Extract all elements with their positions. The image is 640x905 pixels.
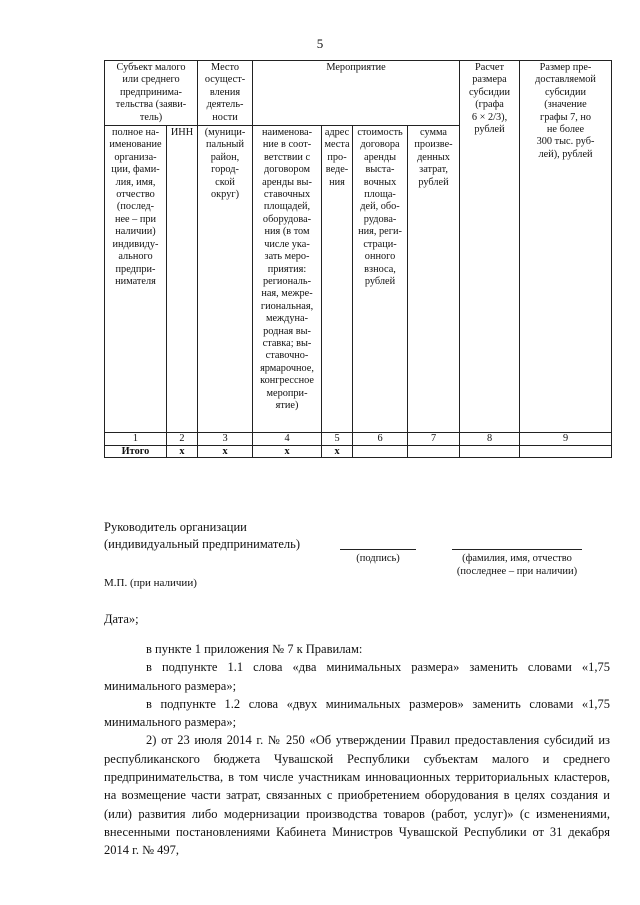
- header-full-name: полное на- именование организа- ции, фами- лия, имя, отчество (послед- нее – при наличии) индивиду- ального предпри- нимателя: [105, 126, 167, 433]
- total-cell: x: [167, 446, 198, 458]
- header-cost: стоимость договора аренды выста- вочных площа- дей, обо- рудова- ния, реги- страци- онного взноса, рублей: [353, 126, 408, 433]
- signatory-title-line1: Руководитель организации: [104, 520, 247, 534]
- paragraph: 2) от 23 июля 2014 г. № 250 «Об утверждении Правил предоставления субсидий из республиканского бюджета Чувашской Республики субъектам малого и среднего предпринимательства, в том числе участникам инновационных территориальных кластеров, на возмещение части затрат, связанных с приобретением оборудования в целях создания и (или) развития либо модернизации производства товаров (работ, услуг)» (с изменениями, внесенными постановлениями Кабинета Министров Чувашской Республики от 31 декабря 2014 г. № 497,: [104, 733, 610, 858]
- total-cell: [353, 446, 408, 458]
- col-num: 6: [353, 433, 408, 446]
- date-label: Дата»;: [104, 612, 139, 626]
- col-num: 9: [520, 433, 612, 446]
- col-num: 7: [408, 433, 460, 446]
- paragraph: в подпункте 1.2 слова «двух минимальных размеров» заменить словами «1,75 минимального размера»;: [104, 696, 610, 730]
- signature-caption: (подпись): [356, 553, 400, 564]
- total-row: [105, 446, 612, 458]
- amendment-text: [104, 640, 610, 860]
- signatory-title-line2: (индивидуальный предприниматель): [104, 537, 300, 551]
- signature-line: [340, 549, 416, 550]
- stamp-place: М.П. (при наличии): [104, 577, 197, 589]
- header-calc: Расчет размера субсидии (графа 6 × 2/3), рублей: [460, 61, 520, 433]
- col-num: 4: [253, 433, 322, 446]
- total-cell: x: [322, 446, 353, 458]
- column-numbers-row: [105, 433, 612, 446]
- header-municipal: (муници- пальный район, город- ской округ): [198, 126, 253, 433]
- header-size: Размер пре- доставляемой субсидии (значение графы 7, но не более 300 тыс. руб- лей), рублей: [520, 61, 612, 433]
- col-num: 3: [198, 433, 253, 446]
- header-subject: Субъект малого или среднего предпринима- тельства (заяви- тель): [105, 61, 198, 126]
- signatory-title: [104, 519, 300, 553]
- header-place: Место осущест- вления деятель- ности: [198, 61, 253, 126]
- col-num: 8: [460, 433, 520, 446]
- header-event-name: наименова- ние в соот- ветствии с договором аренды вы- ставочных площадей, оборудова- ния (в том числе ука- зать меро- приятия: региональ- ная, межре- гиональная, междуна- родная вы- ставка; вы- ставочно- ярмарочное, конгрессное меропри- ятие): [253, 126, 322, 433]
- total-cell: [408, 446, 460, 458]
- header-sum: сумма произве- денных затрат, рублей: [408, 126, 460, 433]
- header-address: адрес места про- веде- ния: [322, 126, 353, 433]
- paragraph: в подпункте 1.1 слова «два минимальных размера» заменить словами «1,75 минимального размера»;: [104, 660, 610, 693]
- col-num: 2: [167, 433, 198, 446]
- header-event: Мероприятие: [253, 61, 460, 126]
- subsidy-table: [104, 60, 612, 458]
- header-inn: ИНН: [167, 126, 198, 433]
- total-cell: [520, 446, 612, 458]
- name-line: [452, 549, 582, 550]
- total-cell: [460, 446, 520, 458]
- col-num: 5: [322, 433, 353, 446]
- page-number: 5: [316, 36, 324, 51]
- total-label: Итого: [105, 446, 167, 458]
- header-row-top: [105, 61, 612, 126]
- paragraph: в пункте 1 приложения № 7 к Правилам:: [146, 642, 363, 656]
- col-num: 1: [105, 433, 167, 446]
- total-cell: x: [198, 446, 253, 458]
- total-cell: x: [253, 446, 322, 458]
- name-caption: (фамилия, имя, отчество (последнее – при наличии): [456, 553, 578, 577]
